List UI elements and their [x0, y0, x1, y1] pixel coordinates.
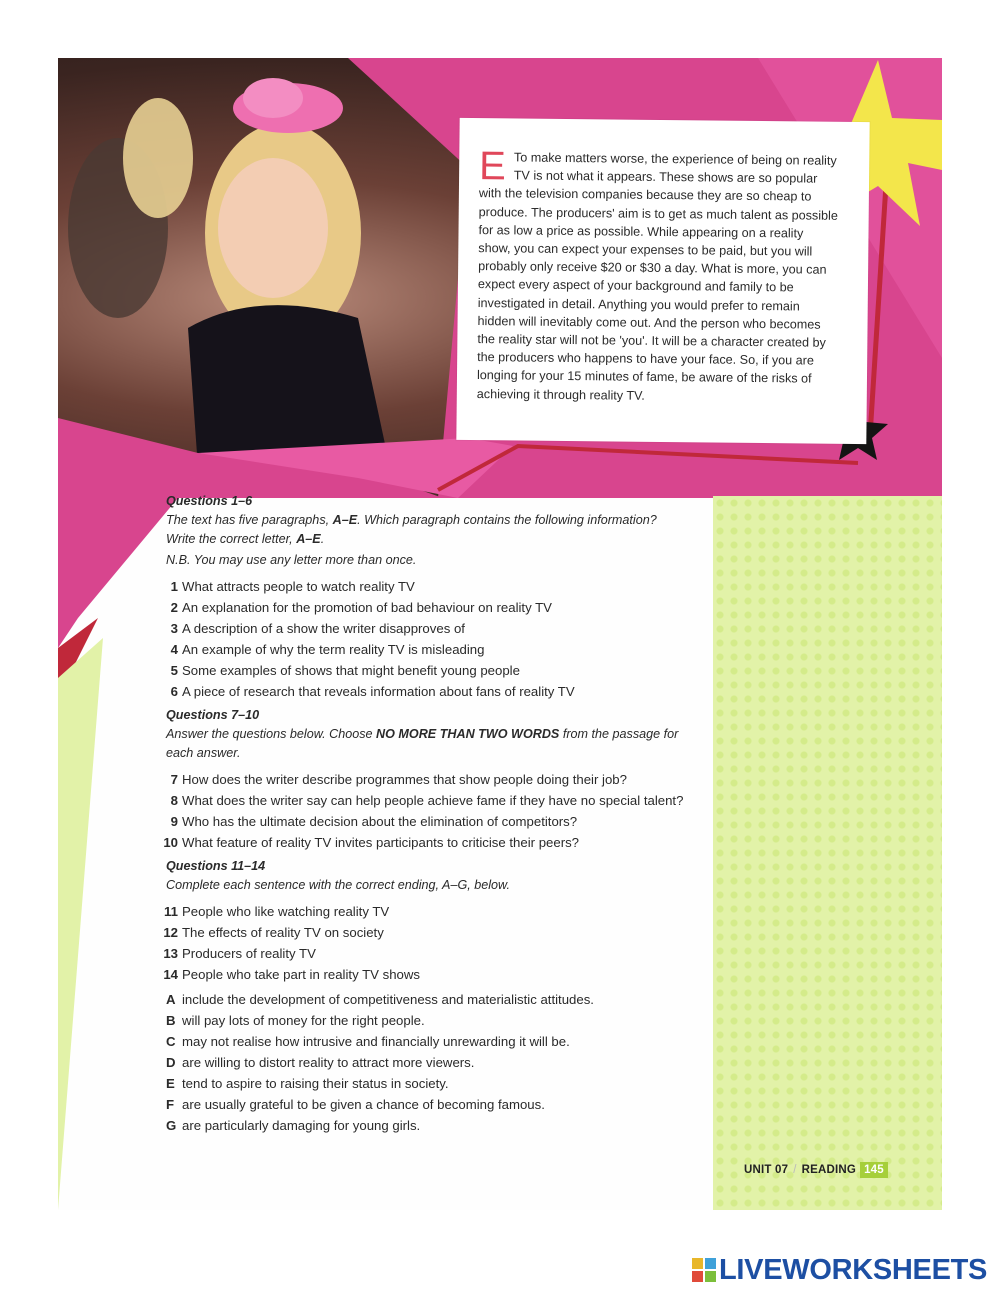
ending-item: C may not realise how intrusive and financially unrewarding it will be. [166, 1034, 570, 1049]
question-item: 10 What feature of reality TV invites participants to criticise their peers? [163, 835, 580, 850]
drop-cap-letter: E [478, 144, 507, 189]
article-body-text: To make matters worse, the experience of being on reality TV is not what it appears. These shows are so popular with the television companies because they are so cheap to produce. The producers' aim is to get as much talent as possible for as low a price as possible. While appearing on a reality show, you can expect your expenses to be paid, but you will probably only receive $20 or $30 a day. What is more, you can expect every aspect of your background and family to be investigated in detail. Anything you would prefer to remain hidden will inevitably come out. And the person who becomes the reality star will not be 'you'. It will be a character created by the producers who happens to have your face. So, if you are longing for your 15 minutes of fame, be aware of the risks of achieving it through reality TV. [476, 150, 838, 403]
question-item: 12 The effects of reality TV on society [163, 925, 384, 940]
question-item: 6 A piece of research that reveals information about fans of reality TV [170, 684, 575, 699]
article-box [456, 118, 869, 444]
footer-unit: UNIT 07 [744, 1164, 789, 1176]
sentence-endings-list [166, 989, 706, 1136]
section-instruction-1-6: The text has five paragraphs, A–E. Which paragraph contains the following information? Write the correct letter, A–E. [166, 513, 657, 546]
section-heading-11-14: Questions 11–14 [166, 859, 266, 873]
page-footer: UNIT 07 / READING 145 [744, 1164, 888, 1176]
question-list-7-10 [163, 769, 706, 853]
section-heading-1-6: Questions 1–6 [166, 494, 253, 508]
question-item: 14 People who take part in reality TV shows [163, 967, 420, 982]
footer-section: READING [801, 1164, 857, 1176]
question-item: 7 How does the writer describe programmes that show people doing their job? [170, 772, 627, 787]
ending-item: D are willing to distort reality to attract more viewers. [166, 1055, 475, 1070]
question-list-11-14 [163, 901, 706, 985]
section-instruction-7-10: Answer the questions below. Choose NO MORE THAN TWO WORDS from the passage for each answer. [166, 727, 679, 760]
question-list-1-6 [166, 576, 706, 702]
question-item: 8 What does the writer say can help people achieve fame if they have no special talent? [170, 793, 684, 808]
green-dotted-panel [713, 496, 942, 1210]
page-number: 145 [860, 1162, 888, 1178]
ending-item: F are usually grateful to be given a chance of becoming famous. [166, 1097, 545, 1112]
liveworksheets-logo [692, 1254, 987, 1286]
section-heading-7-10: Questions 7–10 [166, 708, 260, 722]
question-item: 5 Some examples of shows that might benefit young people [170, 663, 520, 678]
question-item: 13 Producers of reality TV [163, 946, 316, 961]
question-item: 9 Who has the ultimate decision about the elimination of competitors? [170, 814, 578, 829]
question-item: 1 What attracts people to watch reality TV [170, 579, 415, 594]
article-paragraph-e [476, 144, 840, 407]
ending-item: E tend to aspire to raising their status in society. [166, 1076, 449, 1091]
question-item: 11 People who like watching reality TV [164, 904, 390, 919]
liveworksheets-logo-icon [692, 1258, 716, 1282]
section-note: N.B. You may use any letter more than once. [166, 553, 417, 567]
section-instruction-11-14: Complete each sentence with the correct ending, A–G, below. [166, 878, 510, 892]
pink-left-stripe [58, 498, 178, 648]
question-item: 3 A description of a show the writer disapproves of [170, 621, 465, 636]
question-item: 4 An example of why the term reality TV is misleading [170, 642, 485, 657]
questions-content [163, 494, 706, 1136]
textbook-page [58, 58, 942, 1210]
ending-item: A include the development of competitiveness and materialistic attitudes. [166, 992, 594, 1007]
ending-item: B will pay lots of money for the right people. [166, 1013, 425, 1028]
question-item: 2 An explanation for the promotion of bad behaviour on reality TV [170, 600, 552, 615]
ending-item: G are particularly damaging for young girls. [166, 1118, 421, 1133]
brand-name: LIVEWORKSHEETS [719, 1254, 988, 1286]
